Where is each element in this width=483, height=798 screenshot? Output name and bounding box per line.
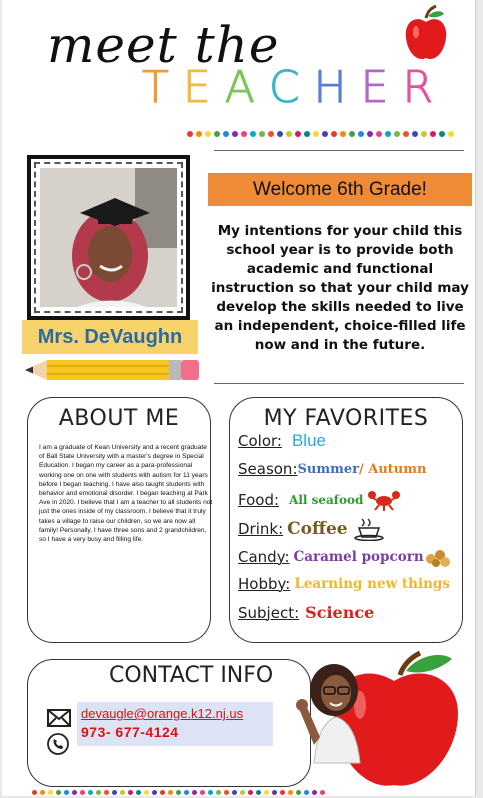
decorative-dot — [313, 131, 319, 137]
teacher-photo — [40, 168, 177, 307]
favorite-value-secondary: / Autumn — [358, 461, 427, 477]
teacher-name-label — [22, 320, 198, 354]
bottom-decorative-dot-row — [32, 790, 325, 795]
decorative-dot — [224, 790, 229, 795]
decorative-dot — [331, 131, 337, 137]
favorite-value: Learning new things — [294, 576, 450, 592]
teacher-letter: H — [313, 62, 351, 113]
decorative-dot — [128, 790, 133, 795]
decorative-dot — [187, 131, 193, 137]
decorative-dot — [96, 790, 101, 795]
decorative-dot — [288, 790, 293, 795]
favorite-candy-row — [238, 546, 452, 568]
favorite-label: Color: — [238, 432, 282, 450]
decorative-dot — [223, 131, 229, 137]
decorative-dot — [48, 790, 53, 795]
decorative-dot — [277, 131, 283, 137]
favorites-title: MY FAVORITES — [263, 406, 429, 431]
decorative-dot — [168, 790, 173, 795]
favorite-food-row — [238, 488, 401, 512]
popcorn-icon — [424, 546, 452, 568]
decorative-dot — [120, 790, 125, 795]
phone-icon — [47, 733, 69, 755]
decorative-dot — [232, 131, 238, 137]
decorative-dot — [412, 131, 418, 137]
favorite-label: Hobby: — [238, 575, 291, 593]
teacher-photo-frame — [27, 155, 190, 320]
decorative-dot — [280, 790, 285, 795]
teacher-name: Mrs. DeVaughn — [37, 325, 183, 348]
decorative-dot — [268, 131, 274, 137]
decorative-dot — [320, 790, 325, 795]
decorative-dot — [448, 131, 454, 137]
decorative-dot — [264, 790, 269, 795]
decorative-dot — [385, 131, 391, 137]
decorative-dot — [214, 131, 220, 137]
teacher-letter: E — [182, 62, 215, 113]
decorative-dot — [421, 131, 427, 137]
decorative-dot — [394, 131, 400, 137]
decorative-dot — [200, 790, 205, 795]
decorative-dot — [104, 790, 109, 795]
favorite-value: Caramel popcorn — [293, 549, 424, 565]
decorative-dot — [241, 131, 247, 137]
decorative-dot — [376, 131, 382, 137]
favorite-value: All seafood — [289, 493, 364, 507]
favorite-label: Subject: — [238, 603, 300, 622]
teacher-portrait-image — [40, 168, 177, 307]
decorative-dot — [430, 131, 436, 137]
flyer-page — [2, 0, 476, 796]
welcome-text: Welcome 6th Grade! — [253, 178, 427, 200]
decorative-dot — [304, 790, 309, 795]
decorative-dot — [259, 131, 265, 137]
apple-icon — [404, 4, 448, 64]
decorative-dot — [72, 790, 77, 795]
decorative-dot — [32, 790, 37, 795]
decorative-dot — [136, 790, 141, 795]
divider-line — [214, 150, 464, 151]
meet-the-heading: meet the — [47, 16, 280, 74]
favorite-value: Blue — [291, 431, 326, 450]
decorative-dot-row — [187, 131, 454, 137]
decorative-dot — [439, 131, 445, 137]
favorite-value: Summer — [297, 461, 359, 477]
about-me-text: I am a graduate of Kean University and a recent graduate of Ball State University with a master's degree in Special Education. I began my career as a para-professional working one on one with students with autism for 11 years before I began teaching. I have also taught students with behavior and emotional disorder. I began teaching at Park Ave in 2020. I believe that I am a teacher to all students not just the ones inside of my classroom. I believe that it truly takes a village to raise our children, so we are now all family! Personally, I have three sons and 2 grandchildren, so I have a very busy and filling life. — [39, 444, 213, 544]
divider-line — [214, 383, 464, 384]
decorative-dot — [304, 131, 310, 137]
about-me-title: ABOUT ME — [58, 406, 180, 431]
contact-title: CONTACT INFO — [109, 663, 274, 688]
email-link[interactable]: devaugle@orange.k12.nj.us — [81, 706, 244, 721]
decorative-dot — [340, 131, 346, 137]
decorative-dot — [184, 790, 189, 795]
decorative-dot — [64, 790, 69, 795]
decorative-dot — [349, 131, 355, 137]
decorative-dot — [40, 790, 45, 795]
decorative-dot — [272, 790, 277, 795]
favorite-label: Drink: — [238, 520, 284, 538]
decorative-dot — [196, 131, 202, 137]
decorative-dot — [216, 790, 221, 795]
decorative-dot — [367, 131, 373, 137]
decorative-dot — [240, 790, 245, 795]
decorative-dot — [232, 790, 237, 795]
decorative-dot — [152, 790, 157, 795]
teacher-letter: A — [224, 62, 259, 113]
favorite-season-row — [238, 460, 426, 478]
decorative-dot — [296, 790, 301, 795]
decorative-dot — [358, 131, 364, 137]
teacher-heading — [142, 62, 437, 113]
coffee-cup-icon — [352, 517, 386, 541]
decorative-dot — [144, 790, 149, 795]
teacher-letter: E — [360, 62, 393, 113]
pencil-icon — [25, 358, 201, 382]
envelope-icon — [47, 709, 71, 727]
decorative-dot — [403, 131, 409, 137]
teacher-letter: R — [402, 62, 438, 113]
decorative-dot — [80, 790, 85, 795]
favorite-value: Coffee — [287, 519, 348, 539]
favorite-label: Season: — [238, 460, 298, 478]
teacher-letter: C — [268, 62, 304, 113]
decorative-dot — [112, 790, 117, 795]
favorite-subject-row — [238, 603, 374, 622]
favorite-value: Science — [305, 603, 375, 622]
teacher-letter: T — [142, 62, 173, 113]
welcome-banner — [208, 173, 472, 206]
about-me-card — [27, 397, 211, 643]
decorative-dot — [176, 790, 181, 795]
decorative-dot — [322, 131, 328, 137]
intentions-paragraph: My intentions for your child this school year is to provide both academic and functional instruction so that your child may develop the skills needed to live an independent, choice-filled life now and in the future. — [211, 223, 469, 353]
favorite-label: Candy: — [238, 548, 290, 566]
phone-number: 973- 677-4124 — [81, 724, 179, 740]
decorative-dot — [208, 790, 213, 795]
decorative-dot — [88, 790, 93, 795]
decorative-dot — [160, 790, 165, 795]
decorative-dot — [192, 790, 197, 795]
decorative-dot — [286, 131, 292, 137]
apple-with-teacher-illustration — [294, 645, 464, 795]
decorative-dot — [312, 790, 317, 795]
decorative-dot — [256, 790, 261, 795]
decorative-dot — [205, 131, 211, 137]
favorite-drink-row — [238, 517, 386, 541]
favorite-color-row — [238, 431, 326, 451]
favorite-label: Food: — [238, 491, 280, 509]
decorative-dot — [295, 131, 301, 137]
favorite-hobby-row — [238, 575, 450, 593]
decorative-dot — [56, 790, 61, 795]
lobster-icon — [367, 488, 401, 512]
decorative-dot — [248, 790, 253, 795]
decorative-dot — [250, 131, 256, 137]
